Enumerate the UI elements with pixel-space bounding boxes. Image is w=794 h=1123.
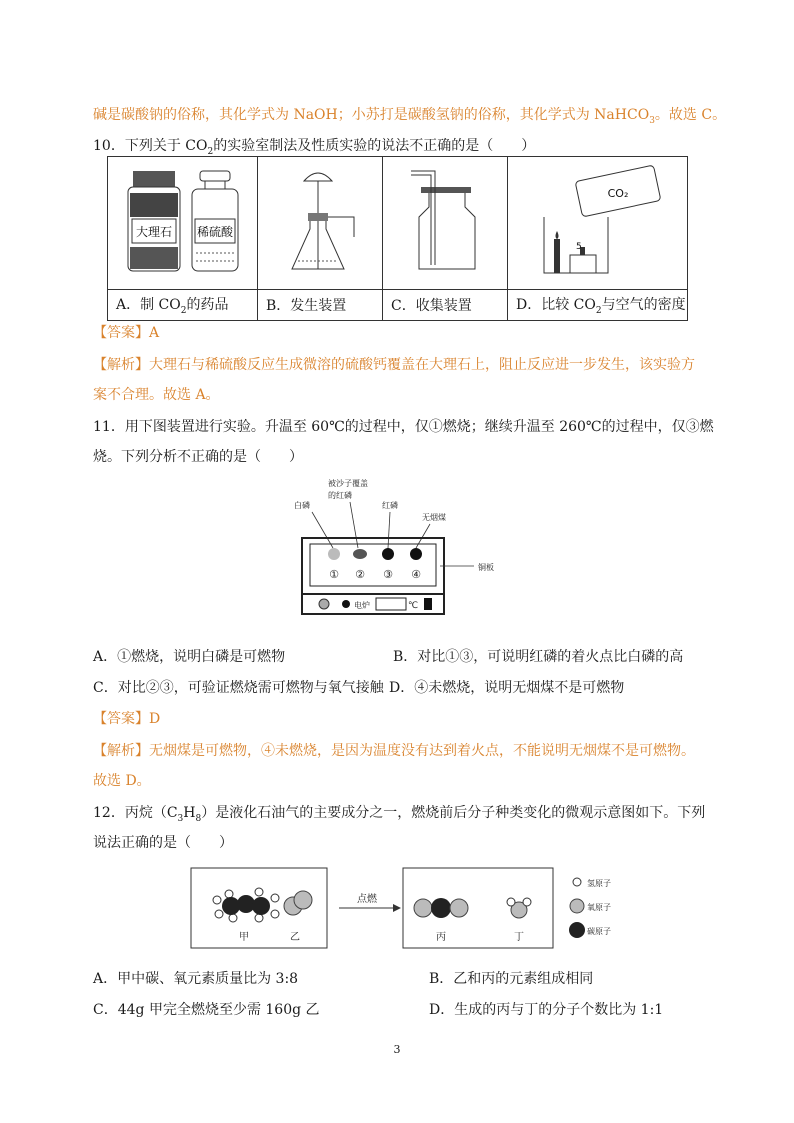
num-3: ③ [383,568,393,581]
prev-analysis-line: 碱是碳酸钠的俗称，其化学式为 NaOH；小苏打是碳酸氢钠的俗称，其化学式为 NaHCO$_3$。故选 C。 [93,107,727,126]
q10-image-c [383,157,508,290]
candle-label: 5 [576,242,582,252]
q12-option-a: A．甲中碳、氧元素质量比为 3:8 [93,971,299,987]
label-yi: 乙 [290,932,300,943]
q10-image-a [108,157,258,290]
candle-beaker-illustration [508,157,687,285]
q11-option-b: B．对比①③，可说明红磷的着火点比白磷的高 [393,649,684,665]
legend-hydrogen: 氢原子 [587,879,611,888]
jar2-label: 稀硫酸 [196,225,234,239]
label-ignite: 点燃 [357,894,377,905]
q11-stem-1: 11．用下图装置进行实验。升温至 60℃的过程中，仅①燃烧；继续升温至 260℃的过程中，仅③燃 [93,419,714,435]
q12-option-d: D．生成的丙与丁的分子个数比为 1:1 [429,1002,664,1018]
propane-combustion-diagram [189,864,621,954]
q11-analysis-2: 故选 D。 [93,773,151,789]
num-2: ② [355,568,365,581]
label-red-p: 红磷 [382,501,398,510]
q11-analysis-1: 【解析】无烟煤是可燃物，④未燃烧，是因为温度没有达到着火点，不能说明无烟煤不是可燃物。 [93,743,695,759]
q12-option-c: C．44g 甲完全燃烧至少需 160g 乙 [93,1002,320,1018]
q11-option-a: A．①燃烧，说明白磷是可燃物 [93,649,286,665]
legend-oxygen: 氧原子 [587,903,611,912]
q10-analysis-1: 【解析】大理石与稀硫酸反应生成微溶的硫酸钙覆盖在大理石上，阻止反应进一步发生，该实验方 [93,357,695,373]
label-ding: 丁 [514,932,524,943]
label-jia: 甲 [239,932,249,943]
combustion-apparatus-figure [290,474,500,616]
label-coal: 无烟煤 [422,513,446,522]
label-white-p: 白磷 [294,501,310,510]
generator-apparatus-illustration [258,157,382,285]
q10-table [107,156,688,321]
q12-stem-2: 说法正确的是（ ） [93,835,233,851]
collection-bottle-illustration [383,157,507,285]
q10-image-d [508,157,688,290]
label-sand-2: 的红磷 [328,491,352,500]
legend-carbon: 碳原子 [587,927,611,936]
num-4: ④ [411,568,421,581]
q12-option-b: B．乙和丙的元素组成相同 [429,971,594,987]
q11-option-d: D．④未燃烧，说明无烟煤不是可燃物 [389,680,625,696]
label-plate: 铜板 [478,563,494,572]
label-sand-1: 被沙子覆盖 [328,479,368,488]
q10-caption-c: C．收集装置 [383,290,508,321]
jar1-label: 大理石 [135,225,173,239]
q10-analysis-2: 案不合理。故选 A。 [93,387,220,403]
reagent-bottles-illustration [108,157,257,285]
label-temp: ℃ [408,601,419,611]
q11-stem-2: 烧。下列分析不正确的是（ ） [93,449,303,465]
q10-caption-b: B．发生装置 [258,290,383,321]
q10-image-b [258,157,383,290]
co2-label: CO₂ [607,187,629,200]
label-stove: 电炉 [354,601,370,610]
q11-option-c: C．对比②③，可验证燃烧需可燃物与氧气接触 [93,680,384,696]
q10-caption-a: A．制 $CO_2$的药品 [108,290,258,321]
q11-answer: 【答案】D [93,711,161,727]
page-number: 3 [393,1043,401,1056]
num-1: ① [329,568,339,581]
q10-stem: 10．下列关于 $CO_2$的实验室制法及性质实验的说法不正确的是（ ） [93,138,536,157]
label-bing: 丙 [436,932,446,943]
q10-caption-d: D．比较 $CO_2$与空气的密度 [508,290,688,321]
q10-answer: 【答案】A [93,325,160,341]
q12-stem-1: 12．丙烷$(C_3H_8)$是液化石油气的主要成分之一，燃烧前后分子种类变化的微观示意图如下。下列 [93,805,706,824]
